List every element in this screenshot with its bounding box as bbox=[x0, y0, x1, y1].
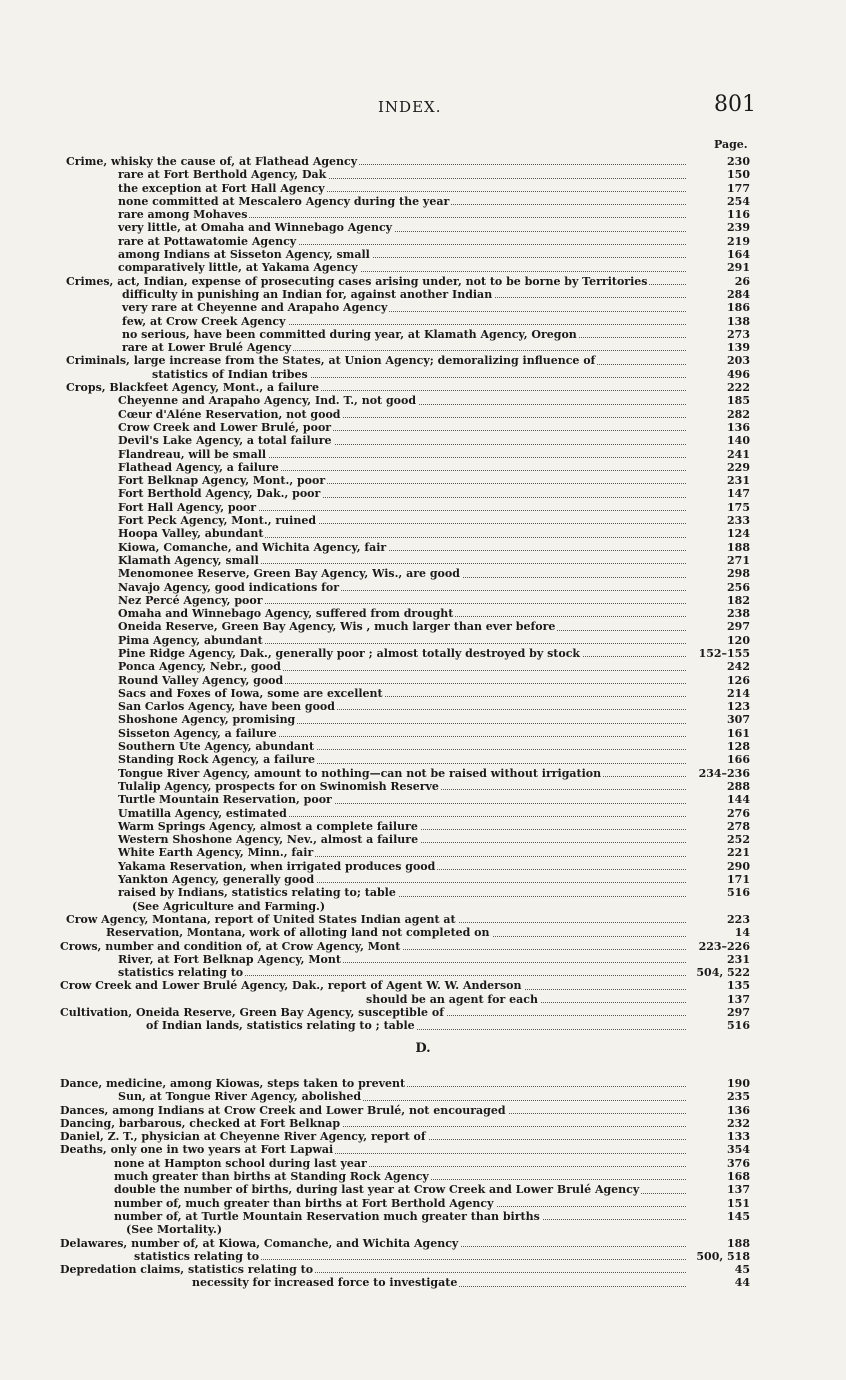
entry-text: Cheyenne and Arapaho Agency, Ind. T., not good bbox=[118, 394, 417, 408]
entry-text: Umatilla Agency, estimated bbox=[118, 806, 287, 820]
entry-text: Tongue River Agency, amount to nothing—can not be raised without irrigation bbox=[118, 766, 602, 780]
entry-page-ref: 120 bbox=[727, 633, 750, 647]
entry-page-ref: 231 bbox=[727, 474, 750, 488]
index-entries-c bbox=[0, 155, 846, 1033]
entry-text: Depredation claims, statistics relating to bbox=[60, 1263, 314, 1277]
entry-page-ref: 168 bbox=[727, 1170, 750, 1184]
entry-page-ref: 222 bbox=[727, 381, 750, 395]
entry-page-ref: 297 bbox=[727, 1006, 750, 1019]
entry-text: double the number of births, during last year at Crow Creek and Lower Brulé Agency bbox=[114, 1183, 640, 1197]
entry-page-ref: 252 bbox=[727, 833, 750, 847]
entry-page-ref: 137 bbox=[727, 1183, 750, 1197]
entry-page-ref: 284 bbox=[727, 287, 750, 301]
entry-page-ref: 136 bbox=[727, 1103, 750, 1117]
entry-text: statistics relating to bbox=[118, 966, 244, 980]
entry-page-ref: 26 bbox=[734, 274, 750, 288]
entry-text: Menomonee Reserve, Green Bay Agency, Wis., are good bbox=[118, 567, 460, 581]
entry-page-ref: 116 bbox=[727, 208, 750, 222]
index-entries-d bbox=[0, 1077, 846, 1290]
entry-text: among Indians at Sisseton Agency, small bbox=[118, 248, 370, 262]
entry-text: none at Hampton school during last year bbox=[114, 1156, 367, 1170]
entry-text: River, at Fort Belknap Agency, Mont bbox=[118, 952, 341, 966]
entry-page-ref: 241 bbox=[727, 447, 750, 461]
entry-page-ref: 152–155 bbox=[698, 646, 750, 660]
page-column-label: Page. bbox=[714, 138, 748, 151]
entry-text: Flathead Agency, a failure bbox=[118, 460, 279, 474]
entry-page-ref: 223–226 bbox=[698, 939, 750, 953]
entry-text: no serious, have been committed during year, at Klamath Agency, Oregon bbox=[122, 327, 577, 341]
entry-page-ref: 291 bbox=[727, 261, 750, 275]
entry-page-ref: 145 bbox=[727, 1209, 750, 1223]
entry-page-ref: 376 bbox=[727, 1156, 750, 1170]
entry-page-ref: 124 bbox=[727, 527, 750, 541]
entry-text: Shoshone Agency, promising bbox=[118, 713, 296, 727]
entry-page-ref: 256 bbox=[727, 580, 750, 594]
entry-page-ref: 516 bbox=[727, 1019, 750, 1033]
entry-page-ref: 233 bbox=[727, 514, 750, 528]
entry-text: Western Shoshone Agency, Nev., almost a failure bbox=[118, 833, 419, 847]
entry-page-ref: 273 bbox=[727, 327, 750, 341]
entry-text: difficulty in punishing an Indian for, against another Indian bbox=[122, 287, 493, 301]
entry-page-ref: 138 bbox=[727, 314, 750, 328]
entry-text: Deaths, only one in two years at Fort Lapwai bbox=[60, 1143, 334, 1157]
entry-page-ref: 147 bbox=[727, 487, 750, 501]
entry-page-ref: 276 bbox=[727, 806, 750, 820]
entry-text: few, at Crow Creek Agency bbox=[122, 314, 286, 328]
entry-text: Navajo Agency, good indications for bbox=[118, 580, 340, 594]
entry-page-ref: 504, 522 bbox=[696, 966, 750, 980]
entry-page-ref: 135 bbox=[727, 979, 750, 993]
entry-text: the exception at Fort Hall Agency bbox=[118, 181, 325, 195]
entry-text: Crow Agency, Montana, report of United States Indian agent at bbox=[66, 912, 456, 926]
entry-page-ref: 185 bbox=[727, 394, 750, 408]
entry-page-ref: 166 bbox=[727, 753, 750, 767]
entry-page-ref: 282 bbox=[727, 407, 750, 421]
entry-page-ref: 229 bbox=[727, 460, 750, 474]
entry-page-ref: 126 bbox=[727, 673, 750, 687]
entry-page-ref: 239 bbox=[727, 221, 750, 235]
entry-page-ref: 45 bbox=[734, 1263, 750, 1277]
entry-text: Crime, whisky the cause of, at Flathead Agency bbox=[66, 155, 358, 168]
entry-page-ref: 203 bbox=[727, 354, 750, 368]
entry-text: none committed at Mescalero Agency during the year bbox=[118, 194, 450, 208]
entry-page-ref: 354 bbox=[727, 1143, 750, 1157]
entry-text: of Indian lands, statistics relating to ; table bbox=[146, 1019, 415, 1033]
entry-text: Dances, among Indians at Crow Creek and Lower Brulé, not encouraged bbox=[60, 1103, 506, 1117]
entry-page-ref: 177 bbox=[727, 181, 750, 195]
entry-page-ref: 214 bbox=[727, 686, 750, 700]
entry-page-ref: 231 bbox=[727, 952, 750, 966]
entry-page-ref: 188 bbox=[727, 540, 750, 554]
section-letter-d: D. bbox=[415, 1041, 431, 1056]
entry-page-ref: 14 bbox=[734, 926, 750, 940]
entry-page-ref: 298 bbox=[727, 567, 750, 581]
entry-text: Warm Springs Agency, almost a complete failure bbox=[118, 819, 418, 833]
entry-page-ref: 140 bbox=[727, 434, 750, 448]
entry-page-ref: 500, 518 bbox=[696, 1249, 750, 1263]
entry-page-ref: 234–236 bbox=[698, 766, 750, 780]
entry-text: (See Mortality.) bbox=[126, 1223, 223, 1237]
entry-page-ref: 128 bbox=[727, 740, 750, 754]
entry-page-ref: 496 bbox=[727, 367, 750, 381]
entry-text: very rare at Cheyenne and Arapaho Agency bbox=[122, 301, 388, 315]
entry-text: statistics relating to bbox=[134, 1249, 260, 1263]
entry-page-ref: 175 bbox=[727, 500, 750, 514]
entry-text: San Carlos Agency, have been good bbox=[118, 700, 335, 714]
entry-text: much greater than births at Standing Rock Agency bbox=[114, 1170, 429, 1184]
entry-page-ref: 136 bbox=[727, 420, 750, 434]
entry-text: should be an agent for each bbox=[366, 992, 538, 1006]
entry-text: Crimes, act, Indian, expense of prosecuting cases arising under, not to be borne by Territories bbox=[66, 274, 648, 288]
entry-page-ref: 133 bbox=[727, 1130, 750, 1144]
entry-page-ref: 44 bbox=[734, 1276, 750, 1290]
entry-page-ref: 161 bbox=[727, 726, 750, 740]
entry-page-ref: 254 bbox=[727, 194, 750, 208]
entry-text: Criminals, large increase from the States, at Union Agency; demoralizing influence of bbox=[66, 354, 596, 368]
entry-text: Cœur d'Aléne Reservation, not good bbox=[118, 407, 341, 421]
entry-text: rare at Lower Brulé Agency bbox=[122, 341, 292, 355]
entry-text: rare at Pottawatomie Agency bbox=[118, 234, 297, 248]
entry-text: Ponca Agency, Nebr., good bbox=[118, 660, 281, 674]
entry-page-ref: 186 bbox=[727, 301, 750, 315]
entry-page-ref: 139 bbox=[727, 341, 750, 355]
entry-text: Devil's Lake Agency, a total failure bbox=[118, 434, 332, 448]
entry-text: Pine Ridge Agency, Dak., generally poor ; almost totally destroyed by stock bbox=[118, 646, 581, 660]
entry-text: Fort Berthold Agency, Dak., poor bbox=[118, 487, 321, 501]
entry-text: Dancing, barbarous, checked at Fort Belknap bbox=[60, 1116, 341, 1130]
index-entry bbox=[0, 1210, 846, 1223]
entry-page-ref: 238 bbox=[727, 607, 750, 621]
entry-page-ref: 288 bbox=[727, 779, 750, 793]
entry-page-ref: 164 bbox=[727, 248, 750, 262]
entry-page-ref: 232 bbox=[727, 1116, 750, 1130]
entry-page-ref: 171 bbox=[727, 873, 750, 887]
entry-page-ref: 290 bbox=[727, 859, 750, 873]
entry-text: Daniel, Z. T., physician at Cheyenne River Agency, report of bbox=[60, 1130, 426, 1144]
entry-text: rare among Mohaves bbox=[118, 208, 248, 222]
entry-text: very little, at Omaha and Winnebago Agency bbox=[118, 221, 393, 235]
entry-text: comparatively little, at Yakama Agency bbox=[118, 261, 358, 275]
entry-page-ref: 278 bbox=[727, 819, 750, 833]
entry-page-ref: 151 bbox=[727, 1196, 750, 1210]
entry-text: Oneida Reserve, Green Bay Agency, Wis , much larger than ever before bbox=[118, 620, 556, 634]
entry-page-ref: 182 bbox=[727, 593, 750, 607]
entry-text: Dance, medicine, among Kiowas, steps taken to prevent bbox=[60, 1077, 406, 1090]
entry-text: statistics of Indian tribes bbox=[152, 367, 308, 381]
entry-text: Pima Agency, abundant bbox=[118, 633, 263, 647]
entry-text: Yankton Agency, generally good bbox=[118, 873, 315, 887]
entry-text: Turtle Mountain Reservation, poor bbox=[118, 793, 332, 807]
entry-page-ref: 235 bbox=[727, 1090, 750, 1104]
entry-page-ref: 188 bbox=[727, 1236, 750, 1250]
entry-text: Yakama Reservation, when irrigated produces good bbox=[118, 859, 436, 873]
entry-text: Cultivation, Oneida Reserve, Green Bay Agency, susceptible of bbox=[60, 1006, 444, 1019]
entry-text: rare at Fort Berthold Agency, Dak bbox=[118, 168, 327, 182]
entry-page-ref: 307 bbox=[727, 713, 750, 727]
entry-text: Crow Creek and Lower Brulé, poor bbox=[118, 420, 332, 434]
entry-text: Fort Hall Agency, poor bbox=[118, 500, 257, 514]
entry-text: necessity for increased force to investigate bbox=[192, 1276, 458, 1290]
entry-text: Standing Rock Agency, a failure bbox=[118, 753, 316, 767]
entry-page-ref: 144 bbox=[727, 793, 750, 807]
entry-text: Fort Belknap Agency, Mont., poor bbox=[118, 474, 326, 488]
entry-text: White Earth Agency, Minn., fair bbox=[118, 846, 314, 860]
entry-text: Crows, number and condition of, at Crow Agency, Mont bbox=[60, 939, 401, 953]
entry-page-ref: 242 bbox=[727, 660, 750, 674]
entry-text: Round Valley Agency, good bbox=[118, 673, 284, 687]
entry-text: number of, at Turtle Mountain Reservation much greater than births bbox=[114, 1209, 540, 1223]
entry-text: Southern Ute Agency, abundant bbox=[118, 740, 315, 754]
entry-text: Crow Creek and Lower Brulé Agency, Dak., report of Agent W. W. Anderson bbox=[60, 979, 522, 993]
entry-page-ref: 221 bbox=[727, 846, 750, 860]
entry-text: Kiowa, Comanche, and Wichita Agency, fair bbox=[118, 540, 387, 554]
entry-page-ref: 190 bbox=[727, 1077, 750, 1090]
entry-page-ref: 230 bbox=[727, 155, 750, 168]
entry-text: Crops, Blackfeet Agency, Mont., a failure bbox=[66, 381, 319, 395]
entry-text: Sisseton Agency, a failure bbox=[118, 726, 277, 740]
entry-text: Fort Peck Agency, Mont., ruined bbox=[118, 514, 317, 528]
index-entry bbox=[0, 886, 846, 899]
entry-page-ref: 123 bbox=[727, 700, 750, 714]
entry-text: Klamath Agency, small bbox=[118, 553, 259, 567]
entry-text: Reservation, Montana, work of alloting land not completed on bbox=[106, 926, 490, 940]
entry-text: Omaha and Winnebago Agency, suffered from drought bbox=[118, 607, 454, 621]
entry-text: (See Agriculture and Farming.) bbox=[132, 899, 326, 913]
entry-page-ref: 271 bbox=[727, 553, 750, 567]
entry-text: Tulalip Agency, prospects for on Swinomish Reserve bbox=[118, 779, 439, 793]
entry-page-ref: 223 bbox=[727, 912, 750, 926]
page-title: INDEX. bbox=[378, 98, 442, 116]
entry-text: number of, much greater than births at Fort Berthold Agency bbox=[114, 1196, 494, 1210]
entry-page-ref: 150 bbox=[727, 168, 750, 182]
page-number: 801 bbox=[714, 92, 756, 117]
running-head bbox=[0, 92, 846, 122]
index-entry bbox=[0, 1019, 846, 1032]
entry-page-ref: 219 bbox=[727, 234, 750, 248]
entry-text: Sun, at Tongue River Agency, abolished bbox=[118, 1090, 362, 1104]
entry-page-ref: 297 bbox=[727, 620, 750, 634]
entry-text: Delawares, number of, at Kiowa, Comanche, and Wichita Agency bbox=[60, 1236, 459, 1250]
entry-text: Nez Percé Agency, poor bbox=[118, 593, 263, 607]
index-entry bbox=[0, 1276, 846, 1289]
entry-text: Flandreau, will be small bbox=[118, 447, 267, 461]
entry-page-ref: 137 bbox=[727, 992, 750, 1006]
entry-page-ref: 516 bbox=[727, 886, 750, 900]
entry-text: Hoopa Valley, abundant bbox=[118, 527, 264, 541]
entry-text: raised by Indians, statistics relating to; table bbox=[118, 886, 396, 900]
entry-text: Sacs and Foxes of Iowa, some are excellent bbox=[118, 686, 383, 700]
